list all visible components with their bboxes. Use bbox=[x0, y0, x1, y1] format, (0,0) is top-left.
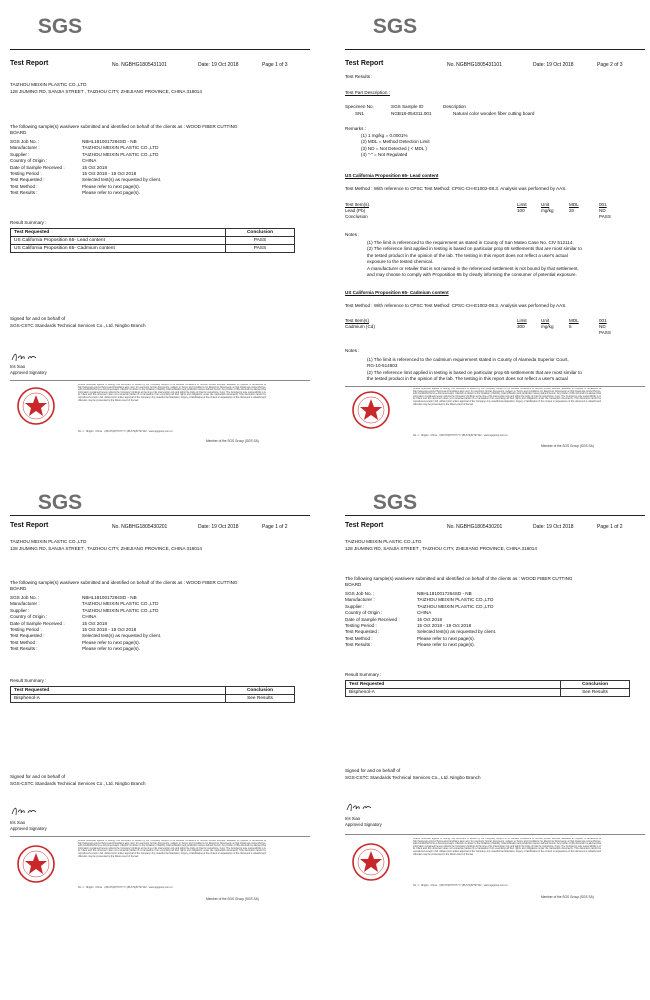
field-label: Date of Sample Received : bbox=[10, 164, 65, 170]
report-number: No. NGBHG1805431101 bbox=[112, 62, 167, 68]
field-label: Date of Sample Received : bbox=[10, 620, 65, 626]
client-name: TAIZHOU MEIXIN PLASTIC CO.,LTD bbox=[10, 82, 87, 87]
test-results-label: Test Results : bbox=[345, 74, 373, 79]
field-value: NBHL1810017264SD - NB bbox=[417, 591, 472, 596]
terms-fineprint: Unless otherwise agreed in writing, this document is issued by the Company subject to its General Conditions of Service printed overleaf, available on request or accessible at http://www.sgs.com/en/Terms-and-Conditions.aspx and, for electronic format documents, subject to Terms and Conditions for Electronic Documents at http://www.sgs.com/en/Terms-and-Conditions/Terms-e-Document.aspx. Attention is drawn to the limitation of liability, indemnification and jurisdiction issues defined therein. Any holder of this document is advised that information contained hereon reflects the Company's findings at the time of its intervention only and within the limits of Client's instructions, if any. The Company's sole responsibility is to its Client and this document does not exonerate parties to a transaction from exercising all their rights and obligations under the transaction documents. This document cannot be reproduced except in full, without prior written approval of the Company. Any unauthorized alteration, forgery or falsification of the content or appearance of this document is unlawful and offenders may be prosecuted to the fullest extent of the law. bbox=[413, 388, 601, 406]
lead-results-table bbox=[345, 202, 615, 220]
sgs-logo-text: SGS bbox=[372, 15, 418, 38]
sgs-logo-text: SGS bbox=[37, 15, 83, 38]
page-number: Page 1 of 2 bbox=[262, 524, 288, 530]
lead-notes bbox=[367, 240, 582, 278]
field-value: TAIZHOU MEIXIN PLASTIC CO.,LTD bbox=[82, 151, 159, 157]
specimen-header bbox=[345, 104, 466, 110]
report-number: No. NGBHG1805430201 bbox=[447, 524, 503, 530]
client-address: 128 JIUMING RD, SANJIA STREET , TAIZHOU CITY, ZHEJIANG PROVINCE, CHINA 318014 bbox=[345, 546, 537, 551]
report-title: Test Report bbox=[345, 522, 384, 529]
col-limit: Limit bbox=[517, 318, 527, 323]
report-page-4 bbox=[345, 484, 645, 964]
report-page-1 bbox=[10, 8, 310, 488]
col-sample: 001 bbox=[599, 202, 607, 207]
signatory-name: Iris Xiao bbox=[10, 820, 26, 825]
report-date: Date: 19 Oct 2018 bbox=[533, 62, 574, 68]
signed-for: Signed for and on behalf of bbox=[345, 768, 401, 773]
field-value: Please refer to next page(s). bbox=[82, 190, 140, 196]
field-label: Test Requested : bbox=[345, 629, 380, 635]
result-summary-label: Result Summary : bbox=[345, 672, 382, 677]
report-number: No. NGBHG1805431101 bbox=[447, 62, 502, 68]
result-summary-table bbox=[345, 680, 630, 697]
cell-requested: Bisphenol-A bbox=[346, 689, 561, 697]
cell-conclusion: PASS bbox=[226, 245, 295, 253]
cell-requested: Bisphenol-A bbox=[11, 695, 226, 703]
field-row bbox=[10, 646, 161, 652]
col-conclusion: Conclusion bbox=[561, 681, 630, 689]
col-test-requested: Test Requested bbox=[11, 229, 226, 237]
cell-requested: US California Proposition 65- Lead content bbox=[11, 237, 226, 245]
field-value: 15 Oct 2018 bbox=[82, 620, 108, 626]
table-header-row bbox=[346, 681, 630, 689]
member-line: Member of the SGS Group (SGS SA) bbox=[206, 897, 259, 901]
field-value: Please refer to next page(s). bbox=[82, 646, 140, 652]
field-row bbox=[345, 642, 496, 648]
field-value: CHINA bbox=[417, 610, 432, 616]
report-title: Test Report bbox=[345, 60, 384, 67]
sample-description: Natural color wooden fiber cutting board bbox=[453, 111, 535, 116]
table-row bbox=[11, 695, 295, 703]
stamp-seal-icon bbox=[16, 386, 56, 426]
note-line: the tested product in the opinion of the lab. The testing in this report does not reflect a user's actual bbox=[367, 252, 568, 258]
sgs-logo-text: SGS bbox=[37, 491, 83, 514]
cell-conclusion: PASS bbox=[226, 237, 295, 245]
col-conclusion: Conclusion bbox=[226, 229, 295, 237]
field-value: Selected test(s) as requested by client. bbox=[82, 633, 162, 639]
field-label: Country of Origin : bbox=[345, 610, 383, 616]
col-test-requested: Test Requested bbox=[346, 681, 561, 689]
field-row bbox=[10, 190, 161, 196]
col-sample: 001 bbox=[599, 318, 607, 323]
cadmium-results-table bbox=[345, 318, 615, 336]
note-line: A manufacturer or retailer that is not named in the referenced settlement is not bound by that settlement, bbox=[367, 265, 579, 271]
table-row bbox=[346, 689, 630, 697]
result-summary-table bbox=[10, 686, 295, 703]
col-mdl: MDL bbox=[569, 318, 579, 323]
stamp-seal-icon bbox=[16, 844, 56, 884]
field-value: CHINA bbox=[82, 158, 97, 164]
member-line: Member of the SGS Group (SGS SA) bbox=[206, 439, 259, 443]
table-row bbox=[11, 237, 295, 245]
specimen-no: SN1 bbox=[355, 111, 364, 116]
terms-fineprint: Unless otherwise agreed in writing, this document is issued by the Company subject to its General Conditions of Service printed overleaf, available on request or accessible at http://www.sgs.com/en/Terms-and-Conditions.aspx and, for electronic format documents, subject to Terms and Conditions for Electronic Documents at http://www.sgs.com/en/Terms-and-Conditions/Terms-e-Document.aspx. Attention is drawn to the limitation of liability, indemnification and jurisdiction issues defined therein. Any holder of this document is advised that information contained hereon reflects the Company's findings at the time of its intervention only and within the limits of Client's instructions, if any. The Company's sole responsibility is to its Client and this document does not exonerate parties to a transaction from exercising all their rights and obligations under the transaction documents. This document cannot be reproduced except in full, without prior written approval of the Company. Any unauthorized alteration, forgery or falsification of the content or appearance of this document is unlawful and offenders may be prosecuted to the fullest extent of the law. bbox=[413, 838, 601, 856]
col-test-requested: Test Requested bbox=[11, 687, 226, 695]
note-line: RG-10-514803 bbox=[367, 363, 398, 369]
remark-item: (4) "-" = Not Regulated bbox=[361, 152, 408, 158]
field-label: Testing Period : bbox=[10, 171, 42, 177]
report-page-3 bbox=[10, 484, 310, 964]
sample-id: NGB18-054311.001 bbox=[391, 111, 432, 116]
field-label: Testing Period : bbox=[10, 627, 42, 633]
field-label: Test Results : bbox=[345, 642, 373, 648]
field-label: Manufacturer : bbox=[10, 145, 40, 151]
signatory-name: Iris Xiao bbox=[10, 364, 26, 369]
signatory-title: Approved Signatory bbox=[10, 826, 47, 831]
lead-section-heading: US California Proposition 65- Lead content bbox=[345, 173, 439, 178]
sample-fields bbox=[345, 591, 496, 649]
signed-for: Signed for and on behalf of bbox=[10, 316, 66, 321]
field-value: TAIZHOU MEIXIN PLASTIC CO.,LTD bbox=[82, 607, 159, 613]
table-header-row bbox=[11, 687, 295, 695]
intro-text: The following sample(s) was/were submitted and identified on behalf of the clients as : WOOD FIBER CUTTING BOARD bbox=[10, 580, 238, 592]
note-line: the tested product in the opinion of the lab. The testing in this report does not reflect a user's actual bbox=[367, 376, 568, 382]
sgs-logo-text: SGS bbox=[372, 491, 418, 514]
table-header-row bbox=[11, 229, 295, 237]
field-value: 15 Oct 2018 - 19 Oct 2018 bbox=[82, 171, 137, 177]
terms-fineprint: Unless otherwise agreed in writing, this document is issued by the Company subject to its General Conditions of Service printed overleaf, available on request or accessible at http://www.sgs.com/en/Terms-and-Conditions.aspx and, for electronic format documents, subject to Terms and Conditions for Electronic Documents at http://www.sgs.com/en/Terms-and-Conditions/Terms-e-Document.aspx. Attention is drawn to the limitation of liability, indemnification and jurisdiction issues defined therein. Any holder of this document is advised that information contained hereon reflects the Company's findings at the time of its intervention only and within the limits of Client's instructions, if any. The Company's sole responsibility is to its Client and this document does not exonerate parties to a transaction from exercising all their rights and obligations under the transaction documents. This document cannot be reproduced except in full, without prior written approval of the Company. Any unauthorized alteration, forgery or falsification of the content or appearance of this document is unlawful and offenders may be prosecuted to the fullest extent of the law. bbox=[78, 840, 266, 858]
signatory-title: Approved Signatory bbox=[345, 822, 382, 827]
office-address: No. 1 · Ningbo · China · t (86-574)87797777 f (86-574)87797142 · www.sgsgroup.com.cn bbox=[413, 434, 508, 437]
col-description: Description bbox=[443, 104, 466, 109]
field-label: Test Requested : bbox=[10, 633, 45, 639]
report-date: Date: 19 Oct 2018 bbox=[533, 524, 574, 530]
cell-limit: 300 bbox=[517, 324, 525, 329]
col-conclusion: Conclusion bbox=[226, 687, 295, 695]
field-label: Manufacturer : bbox=[345, 597, 375, 603]
lead-test-method: Test Method : With reference to CPSC Test Method: CPSC-CH-E1002-08.3. Analysis was performed by AAS. bbox=[345, 186, 567, 191]
field-value: NBHL1810017264SD - NB bbox=[82, 139, 137, 144]
note-line: (2) The reference limit applied in testing is based on particular prop 65 settlements that are most similar to bbox=[367, 369, 582, 375]
report-number: No. NGBHG1805430201 bbox=[112, 524, 168, 530]
field-label: Manufacturer : bbox=[10, 601, 40, 607]
note-line: and may choose to comply with Proposition 65 by clearly informing the consumer of potential exposure. bbox=[367, 272, 577, 278]
notes-label: Notes : bbox=[345, 232, 360, 237]
cell-limit: 100 bbox=[517, 208, 525, 213]
sgs-logo bbox=[372, 486, 418, 516]
field-value: Selected test(s) as requested by client. bbox=[82, 177, 162, 183]
notes-label: Notes : bbox=[345, 348, 360, 353]
intro-text: The following sample(s) was/were submitted and identified on behalf of the clients as : WOOD FIBER CUTTING BOARD bbox=[345, 576, 573, 588]
field-label: Date of Sample Received : bbox=[345, 616, 400, 622]
col-mdl: MDL bbox=[569, 202, 579, 207]
table-row bbox=[11, 245, 295, 253]
field-value: Please refer to next page(s). bbox=[82, 639, 140, 645]
col-unit: Unit bbox=[541, 202, 550, 207]
cadmium-section-heading: US California Proposition 65- Cadmium content bbox=[345, 290, 449, 295]
col-unit: Unit bbox=[541, 318, 550, 323]
result-summary-label: Result Summary : bbox=[10, 678, 47, 683]
note-line: (1) The limit is referenced to the requirement as stated in County of San Mateo Case No. CIV 512114. bbox=[367, 240, 574, 245]
cell-unit: mg/kg bbox=[541, 324, 554, 329]
signed-for: Signed for and on behalf of bbox=[10, 774, 66, 779]
remarks-label: Remarks : bbox=[345, 126, 366, 131]
sample-fields bbox=[10, 139, 161, 197]
result-summary-label: Result Summary : bbox=[10, 220, 47, 225]
cell-mdl: 20 bbox=[569, 208, 575, 213]
col-limit: Limit bbox=[517, 202, 527, 207]
field-value: TAIZHOU MEIXIN PLASTIC CO.,LTD bbox=[82, 145, 159, 151]
field-value: TAIZHOU MEIXIN PLASTIC CO.,LTD bbox=[417, 597, 494, 603]
client-address: 128 JIUMING RD, SANJIA STREET , TAIZHOU CITY, ZHEJIANG PROVINCE, CHINA 318014 bbox=[10, 89, 202, 94]
remark-item: (2) MDL = Method Detection Limit bbox=[361, 139, 430, 145]
field-value: 15 Oct 2018 bbox=[417, 616, 443, 622]
page-number: Page 1 of 3 bbox=[262, 62, 288, 68]
note-line: exposure to the tested chemical. bbox=[367, 259, 434, 265]
signatory-title: Approved Signatory bbox=[10, 370, 47, 375]
signatory-name: Iris Xiao bbox=[345, 816, 361, 821]
table-row bbox=[345, 330, 615, 336]
field-label: Test Results : bbox=[10, 190, 38, 196]
cadmium-test-method: Test Method : With reference to CPSC Test Method: CPSC-CH-E1002-08.3. Analysis was performed by AAS. bbox=[345, 303, 567, 308]
field-label: Supplier : bbox=[345, 603, 365, 609]
field-label: Test Results : bbox=[10, 646, 38, 652]
field-label: SGS Job No. : bbox=[345, 591, 375, 596]
field-label: Test Requested : bbox=[10, 177, 45, 183]
col-specimen: Specimen No. bbox=[345, 104, 374, 109]
field-value: Selected test(s) as requested by client. bbox=[417, 629, 497, 635]
field-value: Please refer to next page(s). bbox=[417, 642, 475, 648]
report-date: Date: 19 Oct 2018 bbox=[198, 62, 239, 68]
page-number: Page 2 of 3 bbox=[597, 62, 623, 68]
client-name: TAIZHOU MEIXIN PLASTIC CO.,LTD bbox=[10, 539, 87, 544]
field-label: Test Method : bbox=[345, 635, 373, 641]
field-value: 15 Oct 2018 - 19 Oct 2018 bbox=[82, 627, 137, 633]
intro-text: The following sample(s) was/were submitted and identified on behalf of the clients as : WOOD FIBER CUTTING BOARD bbox=[10, 124, 238, 136]
part-description-heading: Test Part Description : bbox=[345, 90, 390, 95]
cell-conclusion: See Results bbox=[226, 695, 295, 703]
field-label: SGS Job No. : bbox=[10, 139, 40, 144]
remark-item: (3) ND = Not Detected ( < MDL ) bbox=[361, 145, 427, 151]
result-summary-table bbox=[10, 228, 295, 253]
client-address: 128 JIUMING RD, SANJIA STREET , TAIZHOU CITY, ZHEJIANG PROVINCE, CHINA 318014 bbox=[10, 546, 202, 551]
sample-fields bbox=[10, 595, 161, 653]
client-name: TAIZHOU MEIXIN PLASTIC CO.,LTD bbox=[345, 539, 422, 544]
col-sample-id: SGS Sample ID bbox=[391, 104, 424, 109]
field-label: Country of Origin : bbox=[10, 614, 48, 620]
table-row bbox=[345, 214, 615, 220]
field-label: SGS Job No. : bbox=[10, 595, 40, 600]
stamp-seal-icon bbox=[351, 842, 391, 882]
field-value: TAIZHOU MEIXIN PLASTIC CO.,LTD bbox=[417, 603, 494, 609]
report-title: Test Report bbox=[10, 522, 49, 529]
field-label: Supplier : bbox=[10, 151, 30, 157]
signed-company: SGS-CSTC Standards Technical Services Co., Ltd. Ningbo Branch bbox=[10, 781, 146, 786]
field-value: 15 Oct 2018 bbox=[82, 164, 108, 170]
stamp-seal-icon bbox=[351, 390, 391, 430]
terms-fineprint: Unless otherwise agreed in writing, this document is issued by the Company subject to its General Conditions of Service printed overleaf, available on request or accessible at http://www.sgs.com/en/Terms-and-Conditions.aspx and, for electronic format documents, subject to Terms and Conditions for Electronic Documents at http://www.sgs.com/en/Terms-and-Conditions/Terms-e-Document.aspx. Attention is drawn to the limitation of liability, indemnification and jurisdiction issues defined therein. Any holder of this document is advised that information contained hereon reflects the Company's findings at the time of its intervention only and within the limits of Client's instructions, if any. The Company's sole responsibility is to its Client and this document does not exonerate parties to a transaction from exercising all their rights and obligations under the transaction documents. This document cannot be reproduced except in full, without prior written approval of the Company. Any unauthorized alteration, forgery or falsification of the content or appearance of this document is unlawful and offenders may be prosecuted to the fullest extent of the law. bbox=[78, 384, 266, 402]
cell-unit: mg/kg bbox=[541, 208, 554, 213]
field-value: NBHL1810017264SD - NB bbox=[82, 595, 137, 600]
field-label: Supplier : bbox=[10, 607, 30, 613]
sgs-logo bbox=[372, 10, 418, 40]
cell-item: Cadmium (Cd) bbox=[345, 324, 375, 329]
sgs-logo bbox=[37, 10, 83, 40]
col-test-item: Test Item(s) bbox=[345, 318, 369, 323]
conclusion-value: PASS bbox=[599, 330, 611, 335]
report-date: Date: 19 Oct 2018 bbox=[198, 524, 239, 530]
office-address: No. 1 · Ningbo · China · t (86-574)87797777 f (86-574)87797142 · www.sgsgroup.com.cn bbox=[78, 430, 173, 433]
sgs-logo bbox=[37, 486, 83, 516]
specimen-row bbox=[355, 111, 534, 117]
conclusion-label: Conclusion bbox=[345, 214, 368, 219]
member-line: Member of the SGS Group (SGS SA) bbox=[541, 444, 594, 448]
col-test-item: Test Item(s) bbox=[345, 202, 369, 207]
remarks-list bbox=[361, 133, 430, 159]
cadmium-notes bbox=[367, 357, 582, 383]
member-line: Member of the SGS Group (SGS SA) bbox=[541, 895, 594, 899]
cell-item: Lead (Pb) bbox=[345, 208, 366, 213]
cell-value: ND bbox=[599, 208, 606, 213]
note-line: (2) The reference limit applied in testing is based on particular prop 65 settlements that are most similar to bbox=[367, 246, 582, 252]
cell-value: ND bbox=[599, 324, 606, 329]
office-address: No. 1 · Ningbo · China · t (86-574)87797777 f (86-574)87797142 · www.sgsgroup.com.cn bbox=[78, 886, 173, 889]
field-value: 15 Oct 2018 - 19 Oct 2018 bbox=[417, 623, 472, 629]
cell-requested: US California Proposition 65- Cadmium content bbox=[11, 245, 226, 253]
cell-mdl: 5 bbox=[569, 324, 572, 329]
report-page-2 bbox=[345, 8, 645, 488]
field-label: Test Method : bbox=[10, 639, 38, 645]
field-value: CHINA bbox=[82, 614, 97, 620]
note-line: (1) The limit is referenced to the cadmium requirement stated in County of Alameda Superior Court, bbox=[367, 357, 569, 362]
signed-company: SGS-CSTC Standards Technical Services Co., Ltd. Ningbo Branch bbox=[10, 323, 146, 328]
field-label: Test Method : bbox=[10, 183, 38, 189]
cell-conclusion: See Results bbox=[561, 689, 630, 697]
report-title: Test Report bbox=[10, 60, 49, 67]
field-label: Country of Origin : bbox=[10, 158, 48, 164]
field-value: Please refer to next page(s). bbox=[82, 183, 140, 189]
field-label: Testing Period : bbox=[345, 623, 377, 629]
conclusion-value: PASS bbox=[599, 214, 611, 219]
signed-company: SGS-CSTC Standards Technical Services Co., Ltd. Ningbo Branch bbox=[345, 775, 481, 780]
field-value: Please refer to next page(s). bbox=[417, 635, 475, 641]
office-address: No. 1 · Ningbo · China · t (86-574)87797777 f (86-574)87797142 · www.sgsgroup.com.cn bbox=[413, 884, 508, 887]
page-number: Page 1 of 2 bbox=[597, 524, 623, 530]
field-value: TAIZHOU MEIXIN PLASTIC CO.,LTD bbox=[82, 601, 159, 607]
remark-item: (1) 1 mg/kg = 0.0001% bbox=[361, 133, 408, 138]
